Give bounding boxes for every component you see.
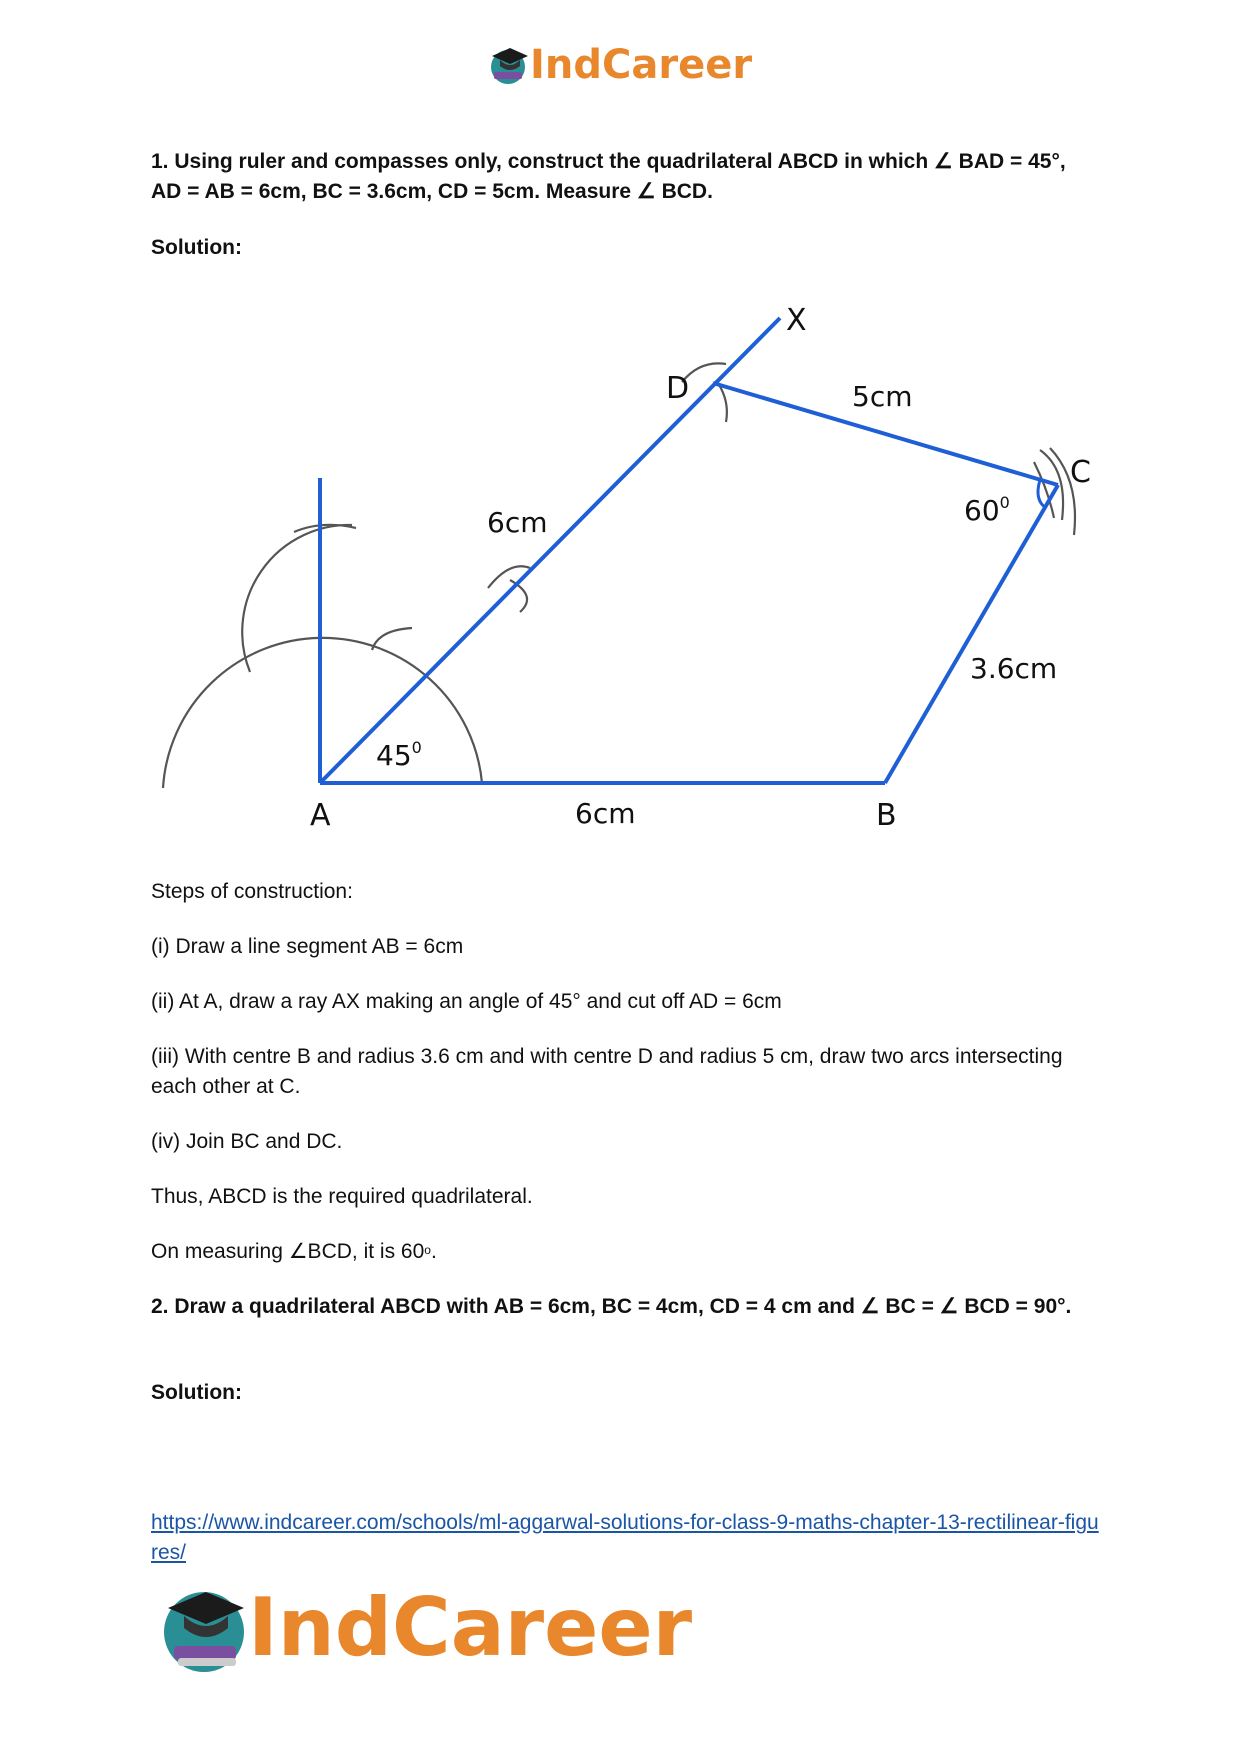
step-3: (iii) With centre B and radius 3.6 cm and with centre D and radius 5 cm, draw two arcs intersecting each other at C.	[151, 1045, 1063, 1098]
footer-logo	[160, 1580, 720, 1680]
side-bc	[885, 485, 1058, 783]
brand-name: IndCareer	[248, 1581, 693, 1674]
header-logo	[488, 40, 768, 94]
dc-length-label: 5cm	[852, 380, 913, 413]
point-x-label: X	[786, 303, 807, 338]
graduation-cap-book-icon	[160, 1580, 260, 1680]
source-link[interactable]: https://www.indcareer.com/schools/ml-aggarwal-solutions-for-class-9-maths-chapter-13-rectilinear-figures/	[151, 1511, 1099, 1564]
solution-label-1: Solution:	[151, 236, 242, 259]
question-1-text: 1. Using ruler and compasses only, construct the quadrilateral ABCD in which ∠ BAD = 45°, AD = AB = 6cm, BC = 3.6cm, CD = 5cm. Measure ∠ BCD.	[151, 150, 1066, 203]
angle-c-label: $60^0$	[964, 493, 1010, 527]
point-a-label: A	[310, 798, 331, 833]
question-2-text: 2. Draw a quadrilateral ABCD with AB = 6cm, BC = 4cm, CD = 4 cm and ∠ BC = ∠ BCD = 90°.	[151, 1295, 1072, 1318]
angle-a-label: $45^0$	[376, 738, 422, 772]
upper-arc	[242, 525, 352, 672]
ad-length-label: 6cm	[487, 506, 548, 539]
brand-name: IndCareer	[530, 42, 753, 88]
step-4: (iv) Join BC and DC.	[151, 1130, 343, 1153]
point-c-label: C	[1070, 455, 1091, 490]
solution-label-2: Solution:	[151, 1381, 242, 1404]
measurement-text: On measuring ∠BCD, it is 60$^o$.	[151, 1240, 437, 1263]
point-b-label: B	[876, 798, 897, 833]
step-1: (i) Draw a line segment AB = 6cm	[151, 935, 464, 958]
ab-length-label: 6cm	[575, 797, 636, 830]
base-arc	[163, 638, 482, 788]
steps-title: Steps of construction:	[151, 880, 353, 903]
bc-length-label: 3.6cm	[970, 652, 1058, 685]
step-2: (ii) At A, draw a ray AX making an angle of 45° and cut off AD = 6cm	[151, 990, 782, 1013]
ray-ax	[320, 318, 780, 783]
conclusion-text: Thus, ABCD is the required quadrilateral.	[151, 1185, 533, 1208]
construction-figure	[140, 290, 1100, 840]
point-d-label: D	[666, 371, 690, 406]
